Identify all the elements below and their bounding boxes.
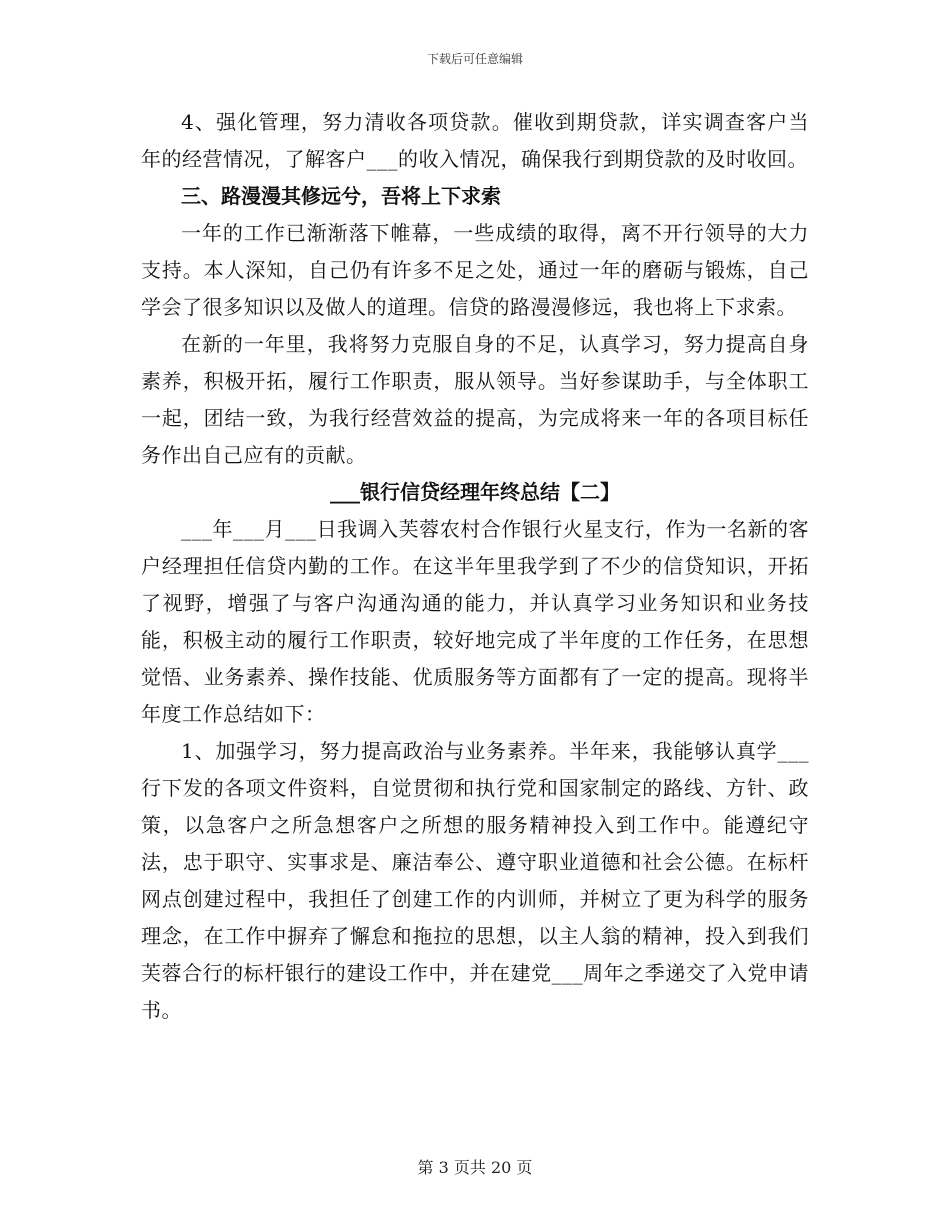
document-body [141,104,809,1029]
section-heading-3: 三、路漫漫其修远兮，吾将上下求索 [181,184,501,208]
paragraph-3: 在新的一年里，我将努力克服自身的不足，认真学习，努力提高自身素养，积极开拓，履行工作职责，服从领导。当好参谋助手，与全体职工一起，团结一致，为我行经营效益的提高，为完成将来一年的各项目标任务作出自己应有的贡献。 [141,332,809,467]
page-footer: 第 3 页共 20 页 [417,1158,533,1177]
paragraph-2: 一年的工作已渐渐落下帷幕，一些成绩的取得，离不开行领导的大力支持。本人深知，自己仍有许多不足之处，通过一年的磨砺与锻炼，自己学会了很多知识以及做人的道理。信贷的路漫漫修远，我也将上下求索。 [141,221,809,319]
paragraph-1: 4、强化管理，努力清收各项贷款。催收到期贷款，详实调查客户当年的经营情况，了解客户___的收入情况，确保我行到期贷款的及时收回。 [141,110,809,171]
page-header: 下载后可任意编辑 [426,52,523,66]
paragraph-4: ___年___月___日我调入芙蓉农村合作银行火星支行，作为一名新的客户经理担任信贷内勤的工作。在这半年里我学到了不少的信贷知识，开拓了视野，增强了与客户沟通沟通的能力，并认真学习业务知识和业务技能，积极主动的履行工作职责，较好地完成了半年度的工作任务，在思想觉悟、业务素养、操作技能、优质服务等方面都有了一定的提高。现将半年度工作总结如下： [141,517,809,726]
paragraph-5: 1、加强学习，努力提高政治与业务素养。半年来，我能够认真学___行下发的各项文件资料，自觉贯彻和执行党和国家制定的路线、方针、政策，以急客户之所急想客户之所想的服务精神投入到工作中。能遵纪守法，忠于职守、实事求是、廉洁奉公、遵守职业道德和社会公德。在标杆网点创建过程中，我担任了创建工作的内训师，并树立了更为科学的服务理念，在工作中摒弃了懈怠和拖拉的思想，以主人翁的精神，投入到我们芙蓉合行的标杆银行的建设工作中，并在建党___周年之季递交了入党申请书。 [141,739,809,1022]
document-title-2: ___银行信贷经理年终总结【二】 [330,480,620,504]
